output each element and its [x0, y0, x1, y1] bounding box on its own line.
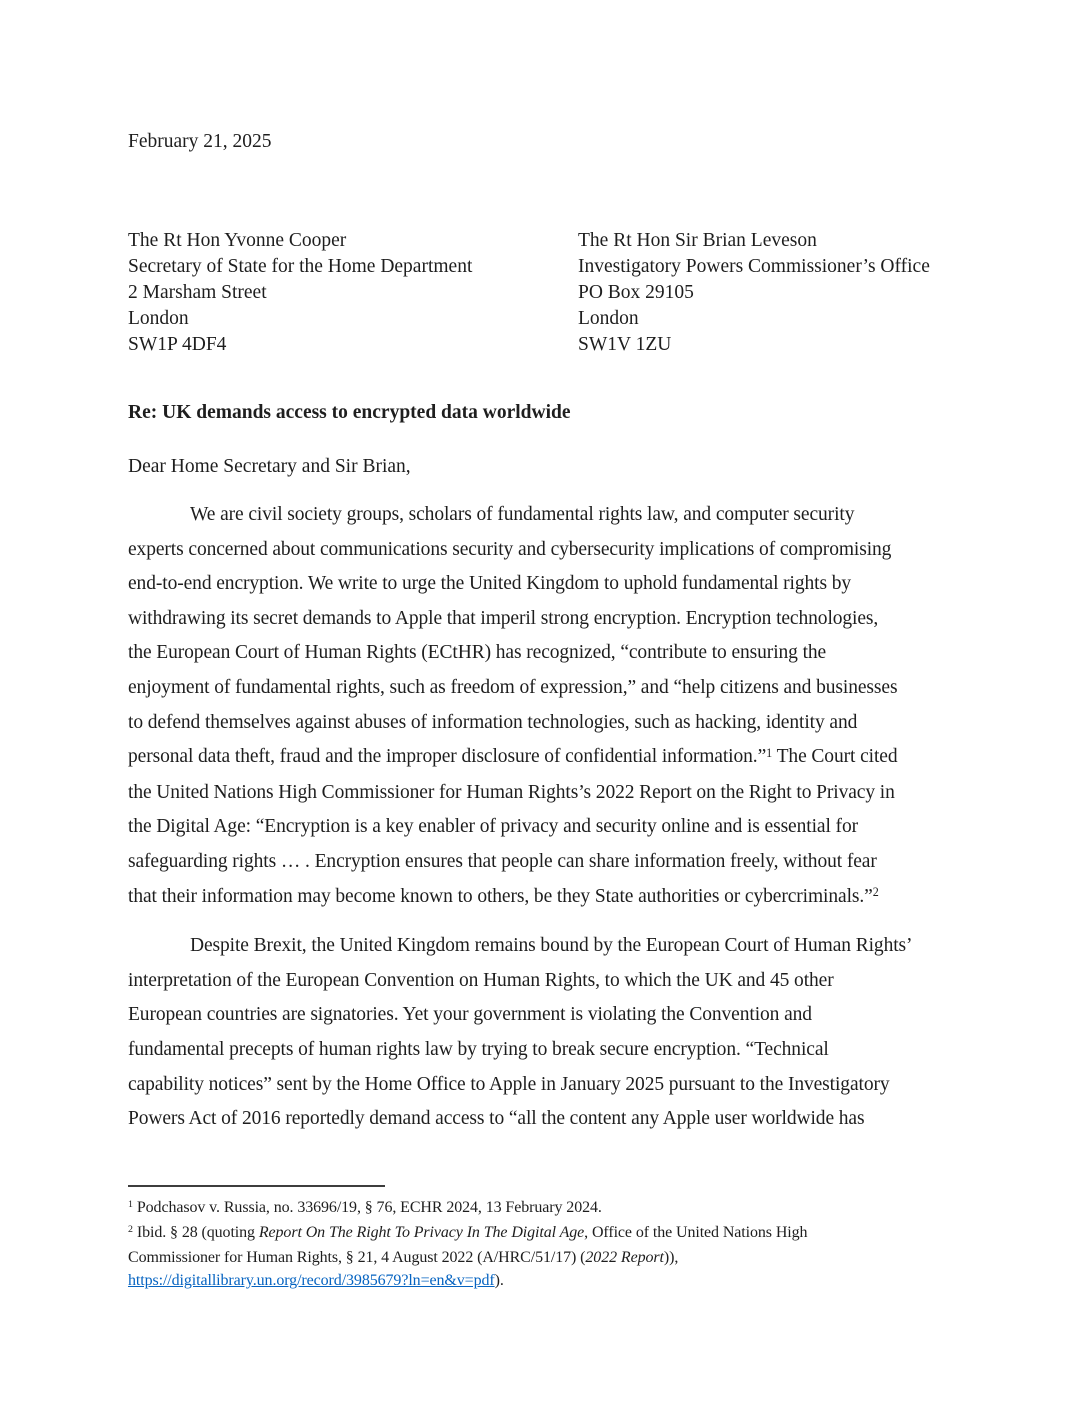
text-segment: ). [494, 1271, 504, 1289]
body-line [128, 740, 960, 776]
body-line [128, 533, 960, 568]
address-line: The Rt Hon Yvonne Cooper [128, 230, 347, 251]
recipient-addresses [128, 228, 960, 358]
body-line [128, 880, 960, 916]
subject-line: Re: UK demands access to encrypted data worldwide [128, 402, 571, 423]
body-line [128, 845, 960, 880]
address-line: The Rt Hon Sir Brian Leveson [578, 230, 817, 251]
text-segment: fundamental precepts of human rights law by trying to break secure encryption. “Technical [128, 1038, 829, 1060]
footnote-line [128, 1196, 960, 1221]
text-segment: capability notices” sent by the Home Office to Apple in January 2025 pursuant to the Investigatory [128, 1073, 890, 1095]
text-segment: European countries are signatories. Yet your government is violating the Convention and [128, 1004, 812, 1026]
address-line: London [128, 308, 189, 329]
body-line [128, 636, 960, 671]
letter-date: February 21, 2025 [128, 131, 272, 152]
body-line [128, 998, 960, 1033]
footnote [128, 1196, 960, 1221]
footnote-line [128, 1269, 960, 1292]
footnote-marker: 2 [872, 885, 879, 900]
text-segment: the Digital Age: “Encryption is a key enabler of privacy and security online and is essential for [128, 816, 858, 838]
text-segment: Despite Brexit, the United Kingdom remains bound by the European Court of Human Rights’ [190, 935, 913, 957]
footnote-line [128, 1246, 960, 1269]
address-line: PO Box 29105 [578, 282, 694, 303]
body-line [128, 1068, 960, 1103]
address-line: SW1V 1ZU [578, 334, 672, 355]
address-line: SW1P 4DF4 [128, 334, 227, 355]
text-segment: the European Court of Human Rights (ECtHR) has recognized, “contribute to ensuring the [128, 642, 827, 664]
footnote [128, 1221, 960, 1292]
footnote-marker: 1 [128, 1199, 133, 1211]
text-segment: safeguarding rights … . Encryption ensures that people can share information freely, without fear [128, 850, 877, 872]
body-line [128, 810, 960, 845]
footnote-separator [128, 1185, 385, 1187]
footnote-marker: 1 [766, 745, 773, 760]
address-line: London [578, 308, 639, 329]
text-segment: the United Nations High Commissioner for Human Rights’s 2022 Report on the Right to Privacy in [128, 781, 895, 803]
address-line: Secretary of State for the Home Department [128, 256, 473, 277]
text-segment: experts concerned about communications security and cybersecurity implications of compromising [128, 538, 892, 560]
paragraph [128, 929, 960, 1137]
text-segment: Podchasov v. Russia, no. 33696/19, § 76, ECHR 2024, 13 February 2024. [132, 1198, 602, 1216]
italic-text: Report On The Right To Privacy In The Digital Age [258, 1223, 585, 1241]
footnotes-section [128, 1185, 960, 1292]
text-segment: end-to-end encryption. We write to urge the United Kingdom to uphold fundamental rights by [128, 573, 852, 595]
text-segment: )), [663, 1248, 679, 1266]
address-line: 2 Marsham Street [128, 282, 267, 303]
body-line [128, 964, 960, 999]
footnote-list [128, 1196, 960, 1292]
text-segment: that their information may become known to others, be they State authorities or cybercriminals.” [128, 885, 873, 907]
text-segment: personal data theft, fraud and the improper disclosure of confidential information.” [128, 746, 767, 768]
paragraph [128, 498, 960, 915]
letter-body [128, 498, 960, 1137]
body-line [128, 1102, 960, 1137]
body-line [128, 706, 960, 741]
body-line [128, 602, 960, 637]
text-segment: Powers Act of 2016 reportedly demand access to “all the content any Apple user worldwide has [128, 1108, 865, 1130]
body-line [128, 498, 960, 533]
footnote-link[interactable]: https://digitallibrary.un.org/record/3985679?ln=en&v=pdf [128, 1271, 495, 1289]
body-line [128, 776, 960, 811]
text-segment: interpretation of the European Convention on Human Rights, to which the UK and 45 other [128, 969, 834, 991]
address-line: Investigatory Powers Commissioner’s Office [578, 256, 930, 277]
recipient-left [128, 228, 578, 358]
text-segment: Commissioner for Human Rights, § 21, 4 August 2022 (A/HRC/51/17) ( [128, 1248, 586, 1266]
salutation: Dear Home Secretary and Sir Brian, [128, 456, 411, 477]
text-segment: We are civil society groups, scholars of fundamental rights law, and computer security [190, 504, 855, 525]
text-segment: withdrawing its secret demands to Apple that imperil strong encryption. Encryption technologies, [128, 607, 879, 629]
recipient-right [578, 228, 930, 358]
body-line [128, 567, 960, 602]
text-segment: Ibid. § 28 (quoting [132, 1223, 259, 1241]
text-segment: enjoyment of fundamental rights, such as freedom of expression,” and “help citizens and businesses [128, 676, 898, 698]
footnote-line [128, 1221, 960, 1246]
text-segment: The Court cited [772, 746, 898, 768]
text-segment: , Office of the United Nations High [584, 1223, 808, 1241]
body-line [128, 929, 960, 964]
body-line [128, 671, 960, 706]
body-line [128, 1033, 960, 1068]
italic-text: 2022 Report [585, 1248, 664, 1266]
text-segment: to defend themselves against abuses of information technologies, such as hacking, identity and [128, 711, 858, 733]
footnote-marker: 2 [128, 1224, 133, 1236]
